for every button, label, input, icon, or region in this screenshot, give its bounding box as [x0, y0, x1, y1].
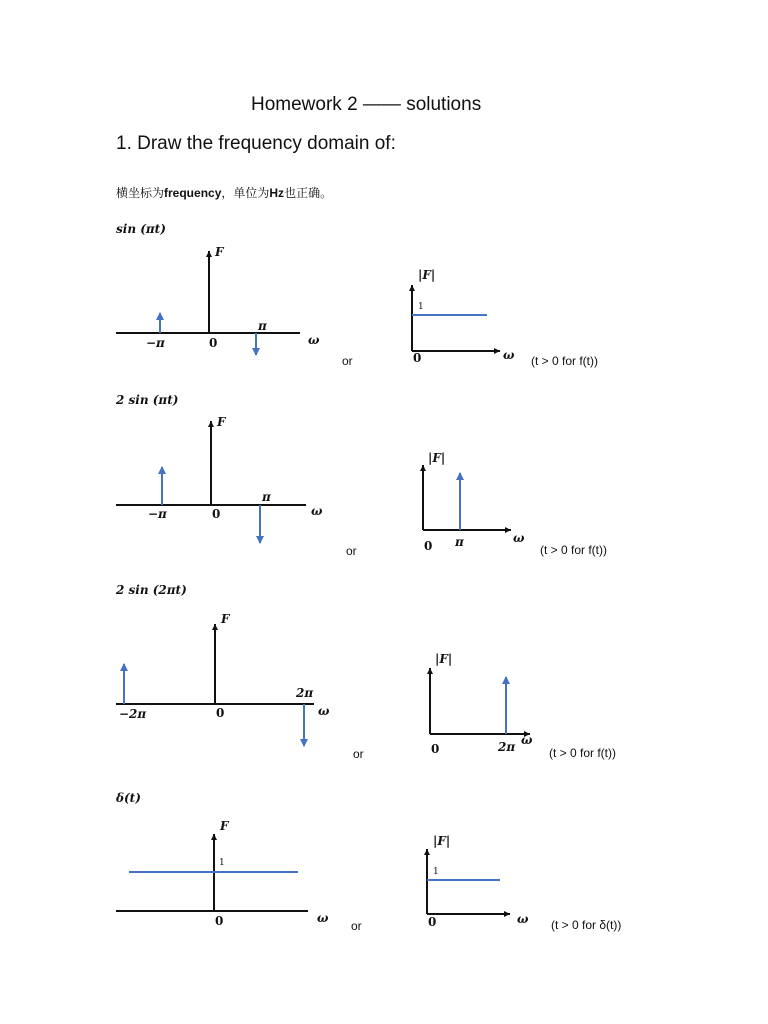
tick-label-neg: −2π — [119, 707, 147, 721]
tick-label-zero: 0 — [413, 351, 422, 365]
axis-label-omega: ω — [311, 504, 323, 518]
condition-note: (t > 0 for δ(t)) — [551, 918, 622, 932]
tick-label-pos: 2π — [498, 740, 516, 754]
axis-label-F: F — [221, 612, 230, 626]
function-label: 2 sin (πt) — [116, 393, 179, 407]
axis-label-absF: |F| — [418, 268, 436, 282]
section-1-spectrum — [116, 251, 300, 355]
axis-label-omega: ω — [513, 531, 525, 545]
tick-label-zero: 0 — [428, 915, 437, 929]
or-text: or — [353, 747, 364, 761]
condition-note: (t > 0 for f(t)) — [531, 354, 599, 368]
axis-label-absF: |F| — [428, 451, 446, 465]
tick-label-pos: 2π — [296, 686, 314, 700]
axis-label-absF: |F| — [435, 652, 453, 666]
axis-label-omega: ω — [521, 733, 533, 747]
tick-label-neg: −π — [148, 507, 167, 521]
condition-note: (t > 0 for f(t)) — [540, 543, 608, 557]
or-text: or — [346, 544, 357, 558]
function-label: δ(t) — [116, 791, 141, 805]
axis-label-F: F — [217, 415, 226, 429]
condition-note: (t > 0 for f(t)) — [549, 746, 617, 760]
axis-label-omega: ω — [317, 911, 329, 925]
section-2-spectrum — [116, 421, 306, 543]
tick-label-zero: 0 — [431, 742, 440, 756]
question-heading: 1. Draw the frequency domain of: — [116, 133, 396, 154]
axis-label-omega: ω — [318, 704, 330, 718]
tick-label-neg: −π — [146, 336, 165, 350]
tick-label-zero: 0 — [209, 336, 218, 350]
note-text: 横坐标为frequency，单位为Hz也正确。 — [116, 186, 333, 200]
section-4-spectrum — [116, 834, 308, 911]
section-2-magnitude — [423, 465, 511, 530]
tick-label-zero: 0 — [215, 914, 224, 928]
function-label: sin (πt) — [116, 222, 166, 236]
section-1-magnitude — [412, 285, 500, 351]
level-label-one: 1 — [418, 302, 424, 312]
tick-label-zero: 0 — [216, 706, 225, 720]
level-label-one: 1 — [219, 858, 225, 868]
tick-label-pos: π — [258, 319, 267, 333]
tick-label-zero: 0 — [212, 507, 221, 521]
section-3-magnitude — [430, 668, 530, 734]
section-4-magnitude — [427, 849, 510, 914]
axis-label-absF: |F| — [433, 834, 451, 848]
page-title: Homework 2 —— solutions — [251, 94, 482, 115]
axis-label-omega: ω — [308, 333, 320, 347]
axis-label-F: F — [215, 245, 224, 259]
section-3-spectrum — [116, 624, 314, 746]
axis-label-F: F — [220, 819, 229, 833]
or-text: or — [351, 919, 362, 933]
tick-label-pos: π — [262, 490, 271, 504]
tick-label-zero: 0 — [424, 539, 433, 553]
axis-label-omega: ω — [517, 912, 529, 926]
axis-label-omega: ω — [503, 348, 515, 362]
tick-label-pos: π — [455, 535, 464, 549]
level-label-one: 1 — [433, 867, 439, 877]
function-label: 2 sin (2πt) — [116, 583, 187, 597]
or-text: or — [342, 354, 353, 368]
